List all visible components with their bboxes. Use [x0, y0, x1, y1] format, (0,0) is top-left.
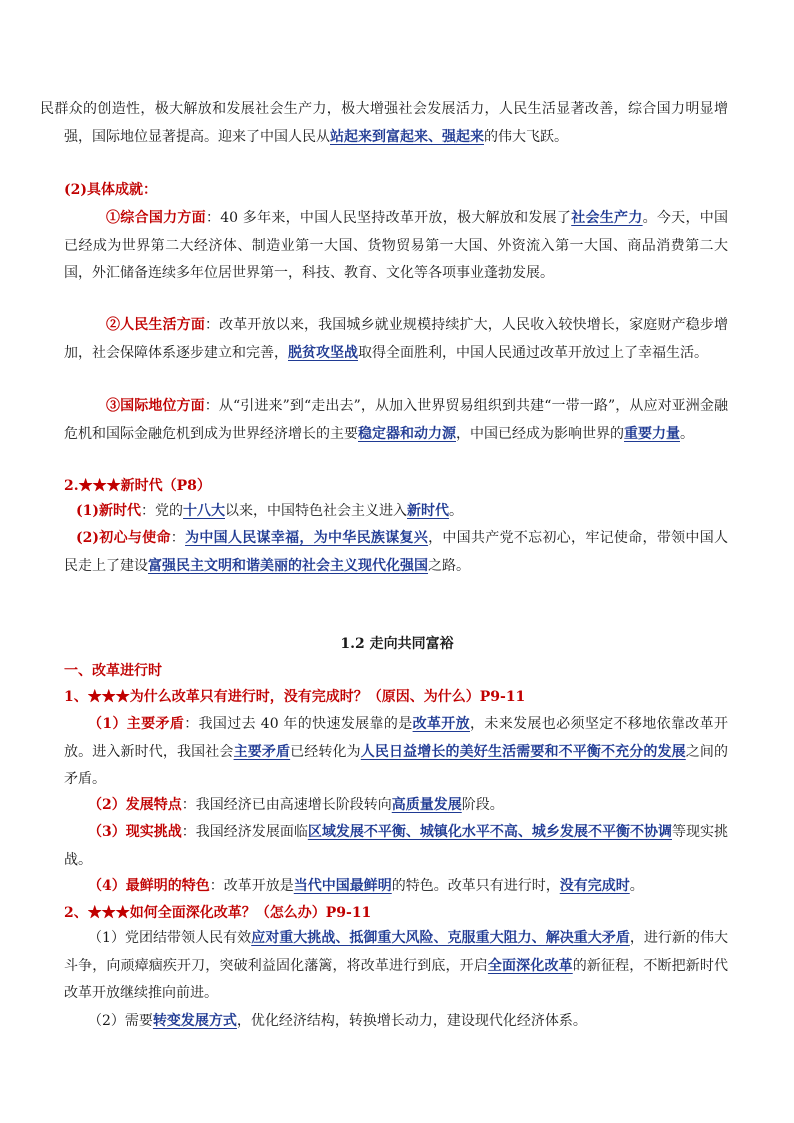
item-heading: (1)新时代 — [76, 503, 141, 519]
text-run: 民群众的创造性，极大解放和发展社会生产力，极大增强社会发展活力，人民生活显著改善，综合国力明显增强，国际地位显著提高。迎来了中国人民从 — [40, 101, 728, 145]
item-heading: ③国际地位方面 — [106, 398, 205, 414]
reason-2 — [64, 792, 728, 820]
text-run: ，进行新的伟大斗争，向顽瘴痼疾开刀，突破利益固化藩篱，将改革进行到底，开启 — [64, 930, 729, 974]
key-phrase: 没有完成时 — [559, 878, 630, 894]
text-run: ：从“引进来”到“走出去”，从加入世界贸易组织到共建“一带一路”，从应对亚洲金融危机和国际金融危机到成为世界经济增长的主要 — [64, 398, 729, 442]
text-run: 取得全面胜利，中国人民通过改革开放过上了幸福生活。 — [358, 344, 708, 361]
key-phrase: 新时代 — [407, 503, 449, 519]
text-run: ：党的 — [141, 503, 183, 519]
text-run: （1）党团结带领人民有效 — [88, 930, 252, 946]
text-run: 已经转化为 — [290, 743, 361, 760]
key-phrase: 应对重大挑战、抵御重大风险、克服重大阻力、解决重大矛盾 — [251, 930, 630, 946]
paragraph-intro — [40, 96, 728, 151]
text-run: 等现实挑战。 — [64, 824, 729, 868]
paragraph-mission — [64, 525, 728, 580]
key-phrase: 稳定器和动力源 — [358, 425, 456, 442]
text-run: 以来，中国特色社会主义进入 — [225, 503, 407, 519]
item-heading: ①综合国力方面 — [106, 210, 206, 226]
text-run: ，未来发展也必须坚定不移地依靠改革开放。进入新时代，我国社会 — [64, 716, 729, 760]
item-heading: （2）发展特点 — [88, 797, 182, 813]
text-run: ：改革开放以来，我国城乡就业规模持续扩大，人民收入较快增长，家庭财产稳步增加，社会保障体系逐步建立和完善， — [64, 317, 729, 361]
text-run: ，中国共产党不忘初心，牢记使命，带领中国人民走上了建设 — [64, 530, 729, 574]
item-heading: （1）主要矛盾 — [88, 716, 185, 732]
key-phrase: 社会生产力 — [571, 210, 643, 226]
item-heading: （3）现实挑战 — [88, 824, 182, 840]
text-run: ：40 多年来，中国人民坚持改革开放，极大解放和发展了 — [205, 210, 572, 226]
key-phrase: 十八大 — [183, 503, 225, 519]
text-run: 。 — [449, 503, 463, 519]
key-phrase: 富强民主文明和谐美丽的社会主义现代化强国 — [148, 557, 428, 574]
text-run: ：改革开放是 — [209, 878, 294, 894]
solution-1 — [64, 925, 728, 1008]
item-heading: ②人民生活方面 — [106, 317, 205, 333]
heading-new-era: 2.★★★新时代（P8） — [64, 478, 211, 494]
key-phrase: 改革开放 — [412, 716, 471, 732]
key-phrase: 全面深化改革 — [487, 957, 573, 974]
reason-4 — [64, 873, 728, 901]
text-run: 。 — [680, 425, 694, 442]
paragraph-new-era — [64, 498, 728, 526]
key-phrase: 高质量发展 — [391, 797, 462, 813]
text-run: ，优化经济结构，转换增长动力，建设现代化经济体系。 — [236, 1013, 587, 1029]
question-2: 2、★★★如何全面深化改革？（怎么办）P9-11 — [64, 905, 372, 921]
solution-2 — [64, 1008, 728, 1036]
text-run: 之间的矛盾。 — [64, 743, 729, 787]
key-phrase: 主要矛盾 — [233, 743, 291, 760]
heading-achievements: (2)具体成就： — [64, 182, 157, 198]
text-run: ：我国经济发展面临 — [181, 824, 308, 840]
key-phrase: 脱贫攻坚战 — [288, 344, 358, 361]
key-phrase: 当代中国最鲜明 — [293, 878, 392, 894]
text-run: 的特色。改革只有进行时， — [391, 878, 560, 894]
text-run: ：我国经济已由高速增长阶段转向 — [181, 797, 392, 813]
text-run: 。今天，中国已经成为世界第二大经济体、制造业第一大国、货物贸易第一大国、外资流入第一大国、商品消费第二大国，外汇储备连续多年位居世界第一，科技、教育、文化等各项事业蓬勃发展。 — [64, 210, 729, 281]
text-run: 。 — [629, 878, 644, 894]
text-run: 的伟大飞跃。 — [484, 128, 568, 145]
paragraph-achievement-1 — [64, 205, 728, 288]
key-phrase: 人民日益增长的美好生活需要和不平衡不充分的发展 — [360, 743, 686, 760]
text-run: 阶段。 — [461, 797, 504, 813]
paragraph-achievement-2 — [64, 312, 728, 367]
key-phrase: 重要力量 — [624, 425, 680, 442]
reason-3 — [64, 819, 728, 874]
text-run: 之路。 — [428, 557, 470, 574]
key-phrase: 为中国人民谋幸福，为中华民族谋复兴 — [185, 530, 429, 546]
key-phrase: 站起来到富起来、强起来 — [330, 128, 484, 145]
reason-1 — [64, 711, 728, 794]
text-run: ：我国过去 40 年的快速发展靠的是 — [184, 716, 413, 732]
text-run: ，中国已经成为影响世界的 — [456, 425, 624, 442]
item-heading: (2)初心与使命 — [76, 530, 171, 546]
paragraph-achievement-3 — [64, 393, 728, 448]
key-phrase: 转变发展方式 — [152, 1013, 237, 1029]
key-phrase: 区域发展不平衡、城镇化水平不高、城乡发展不平衡不协调 — [307, 824, 672, 840]
question-1: 1、★★★为什么改革只有进行时，没有完成时？（原因、为什么）P9-11 — [64, 689, 526, 705]
section-heading: 一、改革进行时 — [64, 663, 162, 679]
text-run: 的新征程，不断把新时代改革开放继续推向前进。 — [64, 957, 729, 1001]
text-run: （2）需要 — [88, 1013, 153, 1029]
text-run: ： — [170, 530, 186, 546]
lesson-title: 1.2 走向共同富裕 — [340, 636, 454, 652]
item-heading: （4）最鲜明的特色 — [88, 878, 210, 894]
